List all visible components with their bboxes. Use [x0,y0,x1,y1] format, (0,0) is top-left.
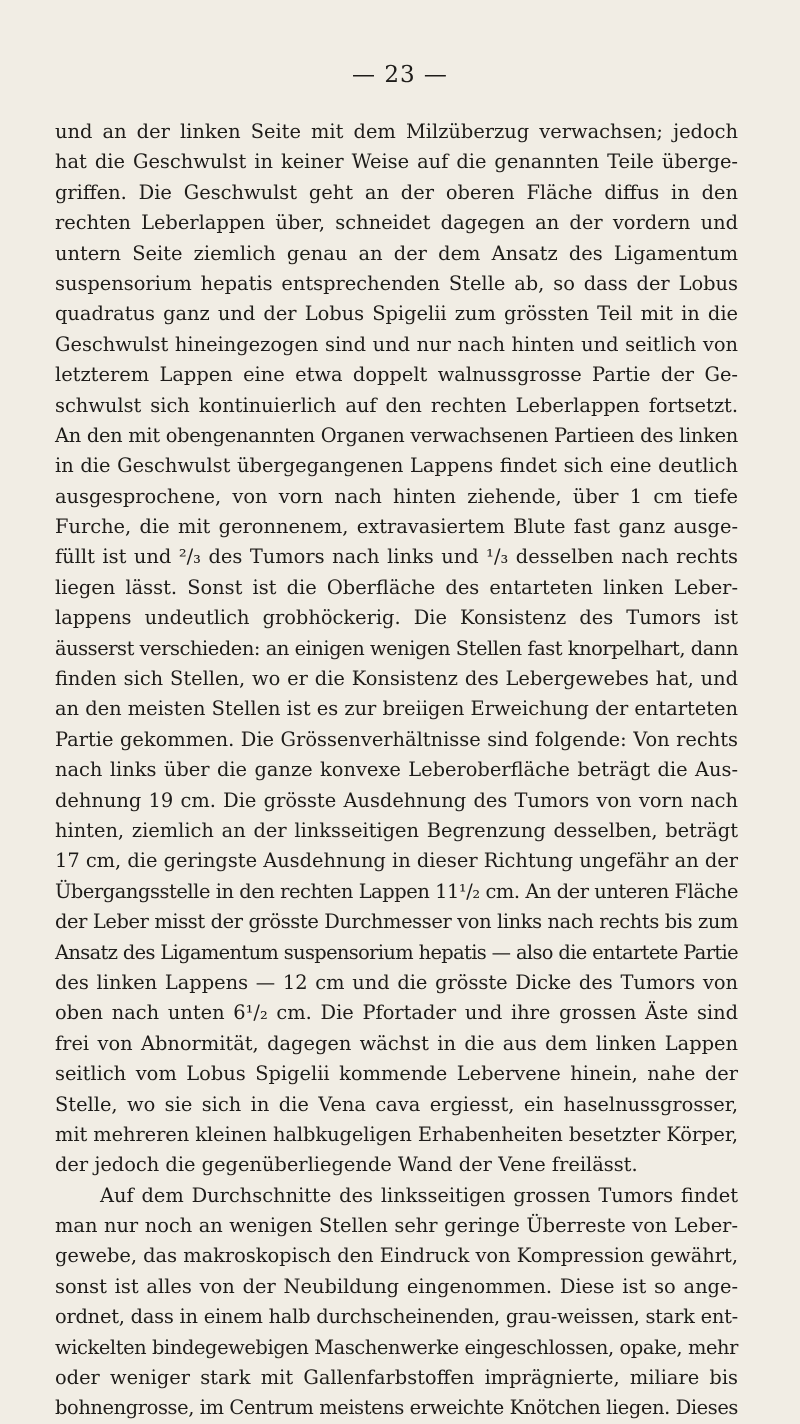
text-line: hat die Geschwulst in keiner Weise auf die genannten Teile überge- [55,150,738,174]
text-line: schwulst sich kontinuierlich auf den rechten Leberlappen fortsetzt. [55,393,738,417]
text-line: rechten Leberlappen über, schneidet dagegen an der vordern und [55,211,738,235]
text-line: ordnet, dass in einem halb durchscheinenden, grau-weissen, stark ent- [55,1305,738,1329]
text-line: sonst ist alles von der Neubildung eingenommen. Diese ist so ange- [55,1274,738,1298]
text-line: Geschwulst hineingezogen sind und nur nach hinten und seitlich von [55,332,738,356]
text-line: oder weniger stark mit Gallenfarbstoffen imprägnierte, miliare bis [55,1366,738,1390]
text-line: Stelle, wo sie sich in die Vena cava ergiesst, ein haselnussgrosser, [55,1092,738,1116]
text-line: ausgesprochene, von vorn nach hinten ziehende, über 1 cm tiefe [55,484,738,508]
text-line: untern Seite ziemlich genau an der dem Ansatz des Ligamentum [55,241,738,265]
text-line: Ansatz des Ligamentum suspensorium hepatis — also die entartete Partie [55,940,738,964]
text-line: Partie gekommen. Die Grössenverhältnisse sind folgende: Von rechts [55,727,738,751]
text-line: der Leber misst der grösste Durchmesser von links nach rechts bis zum [55,910,738,934]
text-line: liegen lässt. Sonst ist die Oberfläche des entarteten linken Leber- [55,575,738,599]
text-line: bohnengrosse, im Centrum meistens erweichte Knötchen liegen. Dieses [55,1396,738,1420]
text-line: des linken Lappens — 12 cm und die grösste Dicke des Tumors von [55,970,738,994]
body-text [55,117,738,1424]
text-line-paragraph-start: Auf dem Durchschnitte des linksseitigen grossen Tumors findet [100,1183,738,1207]
text-line: 17 cm, die geringste Ausdehnung in dieser Richtung ungefähr an der [55,849,739,873]
text-line: in die Geschwulst übergegangenen Lappens findet sich eine deutlich [55,454,738,478]
text-line: frei von Abnormität, dagegen wächst in die aus dem linken Lappen [55,1031,738,1055]
text-line: äusserst verschieden: an einigen wenigen Stellen fast knorpelhart, dann [55,636,738,660]
text-line: An den mit obengenannten Organen verwachsenen Partieen des linken [55,423,738,447]
text-line: mit mehreren kleinen halbkugeligen Erhabenheiten besetzter Körper, [55,1122,738,1146]
text-line: letzterem Lappen eine etwa doppelt walnussgrosse Partie der Ge- [55,363,738,387]
text-line: und an der linken Seite mit dem Milzüberzug verwachsen; jedoch [55,120,738,143]
text-line-paragraph-end: der jedoch die gegenüberliegende Wand der Vene freilässt. [55,1153,638,1177]
text-line: quadratus ganz und der Lobus Spigelii zum grössten Teil mit in die [55,302,738,326]
text-line: finden sich Stellen, wo er die Konsistenz des Lebergewebes hat, und [55,667,738,691]
text-line: wickelten bindegewebigen Maschenwerke eingeschlossen, opake, mehr [55,1335,738,1359]
text-line: gewebe, das makroskopisch den Eindruck von Kompression gewährt, [55,1244,738,1268]
text-line: griffen. Die Geschwulst geht an der oberen Fläche diffus in den [55,180,738,204]
text-line: Übergangsstelle in den rechten Lappen 11¹/₂ cm. An der unteren Fläche [55,879,738,903]
text-line: man nur noch an wenigen Stellen sehr geringe Überreste von Leber- [55,1214,738,1238]
text-line: oben nach unten 6¹/₂ cm. Die Pfortader und ihre grossen Äste sind [55,1001,738,1025]
text-line: an den meisten Stellen ist es zur breiigen Erweichung der entarteten [55,697,738,721]
text-line: Furche, die mit geronnenem, extravasiertem Blute fast ganz ausge- [55,515,738,539]
text-line: dehnung 19 cm. Die grösste Ausdehnung des Tumors von vorn nach [55,788,738,812]
text-line: nach links über die ganze konvexe Leberoberfläche beträgt die Aus- [55,758,738,782]
page-number: — 23 — [352,62,448,88]
text-line: seitlich vom Lobus Spigelii kommende Lebervene hinein, nahe der [55,1062,738,1086]
text-line: hinten, ziemlich an der linksseitigen Begrenzung desselben, beträgt [55,818,738,842]
text-line: füllt ist und ²/₃ des Tumors nach links und ¹/₃ desselben nach rechts [55,545,738,569]
text-line: lappens undeutlich grobhöckerig. Die Konsistenz des Tumors ist [55,606,738,630]
text-line: suspensorium hepatis entsprechenden Stelle ab, so dass der Lobus [55,271,738,295]
